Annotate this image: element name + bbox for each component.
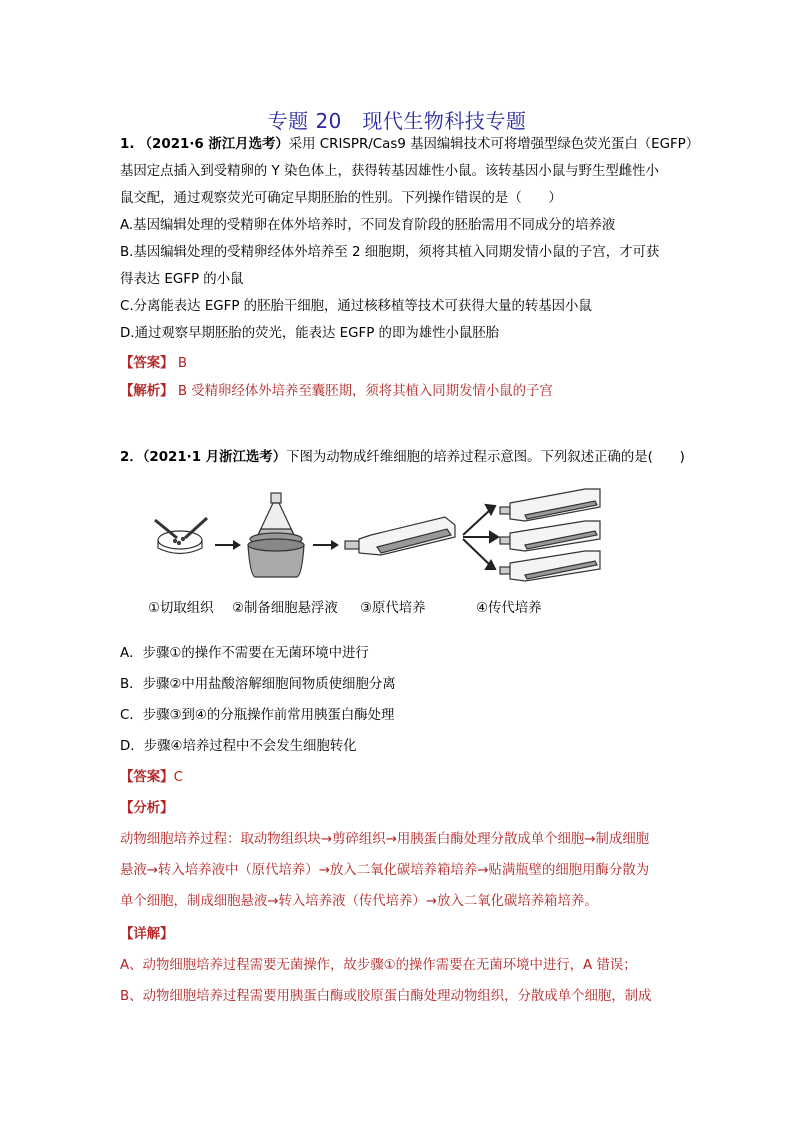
q1-option-c: C.分离能表达 EGFP 的胚胎干细胞，通过核移植等技术可获得大量的转基因小鼠 (120, 299, 592, 314)
q2-analysis-line-1: 动物细胞培养过程：取动物组织块→剪碎组织→用胰蛋白酶处理分散成单个细胞→制成细胞 (120, 832, 650, 847)
q2-detail-line-1: A、动物细胞培养过程需要无菌操作，故步骤①的操作需要在无菌环境中进行，A 错误； (120, 958, 637, 973)
q1-stem-line-3: 鼠交配，通过观察荧光可确定早期胚胎的性别。下列操作错误的是（ ） (120, 191, 562, 206)
q1-option-a: A.基因编辑处理的受精卵在体外培养时，不同发育阶段的胚胎需用不同成分的培养液 (120, 218, 616, 233)
q2-analysis-line-2: 悬液→转入培养液中（原代培养）→放入二氧化碳培养箱培养→贴满瓶壁的细胞用酶分散为 (120, 863, 650, 878)
q2-option-a: A．步骤①的操作不需要在无菌环境中进行 (120, 646, 369, 661)
q1-stem-line-2: 基因定点插入到受精卵的 Y 染色体上，获得转基因雄性小鼠。该转基因小鼠与野生型雌性小 (120, 164, 659, 179)
q2-option-c: C．步骤③到④的分瓶操作前常用胰蛋白酶处理 (120, 708, 395, 723)
q1-answer-label: 【答案】 (120, 356, 174, 371)
q1-analysis-text: B 受精卵经体外培养至囊胚期，须将其植入同期发情小鼠的子宫 (177, 384, 553, 399)
q2-option-b: B．步骤②中用盐酸溶解细胞间物质使细胞分离 (120, 677, 396, 692)
q1-source: （2021·6 浙江月选考） (138, 137, 289, 152)
caption-step-4: ④传代培养 (476, 601, 542, 616)
q2-stem-text: 下图为动物成纤维细胞的培养过程示意图。下列叙述正确的是( ) (286, 450, 685, 465)
q1-option-b-line-2: 得表达 EGFP 的小鼠 (120, 272, 244, 287)
branch-arrows (463, 505, 498, 569)
page-title: 专题 20 现代生物科技专题 (267, 109, 527, 133)
q1-analysis (120, 382, 680, 402)
q1-answer-value: B (177, 356, 188, 371)
q1-answer (120, 354, 680, 374)
q2-answer-label: 【答案】 (120, 770, 174, 785)
q2-detail-line-2: B、动物细胞培养过程需要用胰蛋白酶或胶原蛋白酶处理动物组织，分散成单个细胞，制成 (120, 989, 652, 1004)
cell-suspension-illustration (248, 493, 304, 577)
passage-culture-flasks (500, 489, 600, 581)
q1-option-b-line-1: B.基因编辑处理的受精卵经体外培养至 2 细胞期，须将其植入同期发情小鼠的子宫，才可获 (120, 245, 660, 260)
q2-source: （2021·1 月浙江选考） (142, 450, 287, 465)
arrow-icon (313, 540, 339, 550)
caption-step-2: ②制备细胞悬浮液 (232, 601, 338, 616)
q2-detail-label: 【详解】 (120, 927, 174, 942)
q2-analysis-label: 【分析】 (120, 801, 174, 816)
q2-answer (120, 768, 680, 788)
q1-stem-line-1 (120, 135, 700, 155)
q1-number: 1. (120, 137, 135, 152)
q1-option-d: D.通过观察早期胚胎的荧光，能表达 EGFP 的即为雄性小鼠胚胎 (120, 326, 500, 341)
q2-answer-value: C (173, 770, 183, 785)
q1-stem-text-1: 采用 CRISPR/Cas9 基因编辑技术可将增强型绿色荧光蛋白（EGFP） (288, 137, 700, 152)
q2-option-d: D．步骤④培养过程中不会发生细胞转化 (120, 739, 357, 754)
q1-analysis-label: 【解析】 (120, 384, 174, 399)
caption-step-1: ①切取组织 (148, 601, 214, 616)
arrow-icon (215, 540, 241, 550)
q2-number: 2． (120, 450, 143, 465)
primary-culture-flask (345, 517, 455, 555)
tissue-cutting-illustration (155, 518, 207, 554)
cell-culture-diagram (145, 485, 615, 585)
q2-stem (120, 448, 685, 468)
q2-analysis-line-3: 单个细胞，制成细胞悬液→转入培养液（传代培养）→放入二氧化碳培养箱培养。 (120, 894, 598, 909)
caption-step-3: ③原代培养 (360, 601, 426, 616)
